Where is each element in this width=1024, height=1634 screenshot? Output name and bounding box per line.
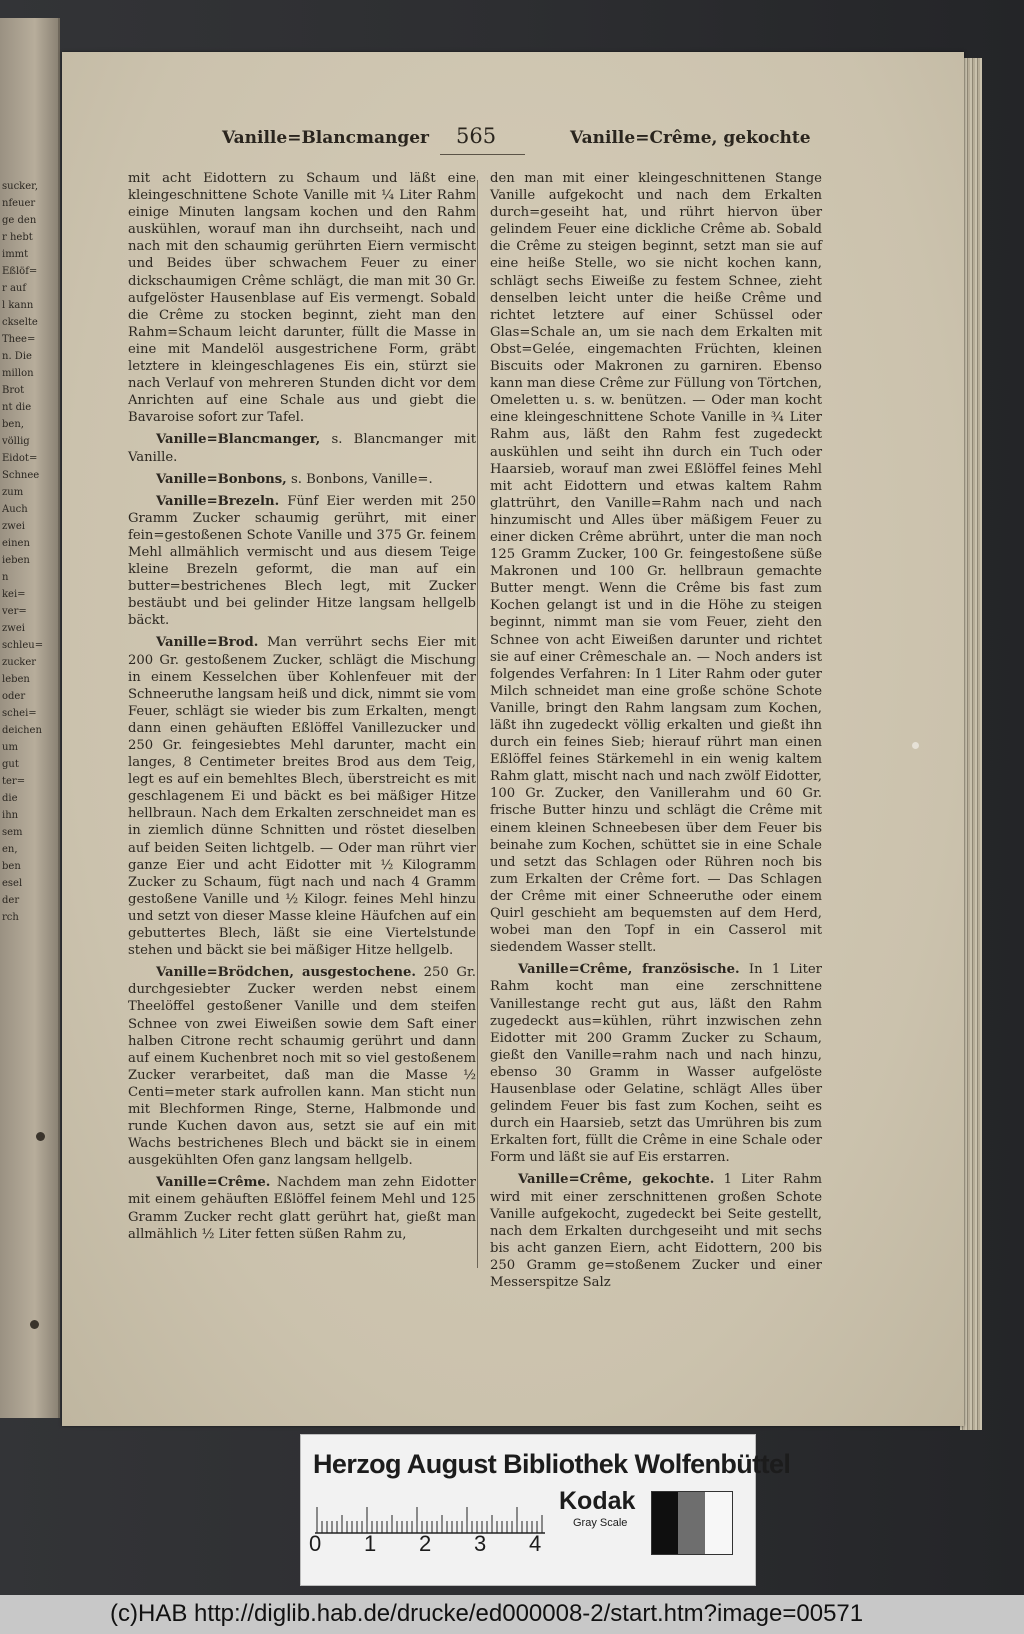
- column-divider: [477, 180, 478, 1268]
- facing-page-text: Schnee: [2, 470, 40, 481]
- entry-text: Nachdem man zehn Eidotter mit einem gehäuften Eßlöffel feinem Mehl und 125 Gramm Zucker recht glatt gerührt hat, gießt man allmählich ½ Liter fetten süßen Rahm zu,: [128, 1175, 476, 1242]
- entry-paragraph: [128, 1174, 476, 1242]
- ruler-number: 2: [419, 1531, 432, 1556]
- entry-paragraph: [490, 1171, 822, 1291]
- facing-page-text: r hebt: [2, 232, 33, 243]
- facing-page-text: zwei: [2, 623, 25, 634]
- facing-page-text: en,: [2, 844, 18, 855]
- entry-paragraph: [128, 431, 476, 465]
- entry-text: 1 Liter Rahm wird mit einer zerschnittenen großen Schote Vanille aufgekocht, zugedeckt bei Seite gestellt, nach dem Erkalten durchgeseiht und mit sechs bis acht ganzen Eiern, acht Eidottern, 200 bis 250 Gramm ge=stoßenem Zucker und einer Messerspitze Salz: [490, 1172, 823, 1290]
- facing-page-text: nt die: [2, 402, 32, 413]
- entry-headword: Vanille=Brödchen, ausgestochene.: [156, 965, 416, 981]
- gray-swatches: [651, 1491, 733, 1555]
- library-name: Herzog August Bibliothek Wolfenbüttel: [313, 1449, 791, 1479]
- facing-page-text: deichen: [2, 725, 42, 736]
- ruler-number: 0: [309, 1531, 322, 1556]
- page-number: 565: [456, 124, 497, 148]
- facing-page-text: oder: [2, 691, 26, 702]
- facing-page-text: ihn: [2, 810, 19, 821]
- facing-page-text: immt: [2, 249, 29, 260]
- facing-page-text: leben: [2, 674, 30, 685]
- facing-page-text: ver=: [2, 606, 27, 617]
- binding-hole: [36, 1132, 45, 1141]
- copyright-url: (c)HAB http://diglib.hab.de/drucke/ed000008-2/start.htm?image=00571: [110, 1600, 864, 1627]
- swatch-white: [705, 1492, 732, 1554]
- entry-text: s. Blancmanger mit Vanille.: [128, 432, 476, 465]
- facing-page-text: schleu=: [2, 640, 44, 651]
- binding-hole: [30, 1320, 39, 1329]
- entry-headword: Vanille=Blancmanger,: [156, 432, 321, 448]
- facing-page-text: ge den: [2, 215, 37, 226]
- facing-page-text: die: [2, 793, 18, 804]
- swatch-gray: [678, 1492, 705, 1554]
- facing-page-text: ben: [2, 861, 21, 872]
- facing-page-text: millon: [2, 368, 34, 379]
- entry-text: 250 Gr. durchgesiebter Zucker werden nebst einem Theelöffel gestoßener Vanille und dem steifen Schnee von zwei Eiweißen sowie dem Saft einer halben Citrone recht schaumig gerührt und dann auf einem Kuchenbret noch mit so viel gestoßenem Zucker verarbeitet, daß man die Masse ½ Centi=meter stark aufrollen kann. Man sticht nun mit Blechformen Ringe, Sterne, Halbmonde und runde Kuchen davon aus, setzt sie auf ein mit Wachs bestrichenes Blech und bäckt sie in einem ausgekühlten Ofen ganz langsam hellgelb.: [128, 965, 476, 1169]
- facing-page-text: sem: [2, 827, 23, 838]
- facing-page-text: zum: [2, 487, 24, 498]
- entry-headword: Vanille=Crême, gekochte.: [518, 1172, 715, 1188]
- entry-paragraph: [128, 964, 476, 1169]
- entry-text: s. Bonbons, Vanille=.: [286, 471, 433, 487]
- entry-text: Man verrührt sechs Eier mit 200 Gr. gestoßenem Zucker, schlägt die Mischung in einem Kesselchen über Kohlenfeuer mit der Schneeruthe langsam heiß und dick, nimmt sie vom Feuer, schlägt sie wieder bis zum Erkalten, mengt dann einen gehäuften Eßlöffel Vanillezucker und 250 Gr. feingesiebtes Mehl darunter, macht ein langes, 8 Centimeter breites Brod aus dem Teig, legt es auf ein bemehltes Blech, überstreicht es mit geschlagenem Ei und bäckt es bei mäßiger Hitze hellbraun. Nach dem Erkalten zerschneidet man es in ziemlich dünne Schnitten und röstet dieselben auf beiden Seiten lichtgelb. — Oder man rührt vier ganze Eier und acht Eidotter mit ½ Kilogramm Zucker zu Schaum, fügt nach und nach 4 Gramm gestoßene Vanille und ½ Kilogr. feines Mehl hinzu und setzt von dieser Masse kleine Häufchen auf ein gebuttertes Blech, läßt sie eine Viertelstunde stehen und bäckt sie bei mäßiger Hitze hellgelb.: [128, 635, 476, 959]
- facing-page-text: l kann: [2, 300, 34, 311]
- facing-page-text: n. Die: [2, 351, 32, 362]
- entry-text: den man mit einer kleingeschnittenen Stange Vanille aufgekocht und nach dem Erkalten durch=geseiht hat, und rührt hiervon über gelindem Feuer eine dickliche Crême ab. Sobald die Crême zu steigen beginnt, setzt man sie auf eine heiße Stelle, wo sie nicht kochen kann, schlägt sechs Eiweiße zu festem Schnee, zieht denselben leicht unter die heiße Crême und richtet letztere auf einer Schüssel oder Glas=Schale an, um sie nach dem Erkalten mit Obst=Gelée, eingemachten Früchten, kleinen Biscuits oder Makronen zu garniren. Ebenso kann man diese Crême zur Füllung von Törtchen, Omeletten u. s. w. benützen. — Oder man kocht eine kleingeschnittene Schote Vanille in ¾ Liter Rahm aus, läßt den Rahm fest zugedeckt auskühlen und seiht ihn durch ein Tuch oder Haarsieb, worauf man zwei Eßlöffel feines Mehl mit acht Eidottern und etwas kaltem Rahm glattrührt, den Vanille=Rahm nach und nach hinzumischt und Alles über mäßigem Feuer zu einer dicken Crême abrührt, unter die man noch 125 Gramm Zucker, 100 Gr. feingestoßene süße Makronen und 100 Gr. hellbraun gemachte Butter mengt. Wenn die Crême bis fast zum Kochen gelangt ist und in die Höhe zu steigen beginnt, nimmt man sie vom Feuer, zieht den Schnee von acht Eiweißen darunter und richtet sie auf einer Crêmeschale an. — Noch anders ist folgendes Verfahren: In 1 Liter Rahm oder guter Milch schneidet man eine große schöne Schote Vanille, bringt den Rahm langsam zum Kochen, läßt ihn zugedeckt völlig erkalten und gießt ihn durch ein feines Sieb; hierauf rührt man einen Eßlöffel feines Stärkemehl in ein wenig kaltem Rahm glatt, mischt nach und nach zwölf Eidotter, 100 Gr. Zucker, den Vanillerahm und 60 Gr. frische Butter hinzu und schlägt die Crême mit einem kleinen Schneebesen über dem Feuer bis beinahe zum Kochen, schüttet sie in eine Schale und setzt das Schlagen oder Rühren noch bis zum Erkalten der Crême fort. — Das Schlagen der Crême mit einer Schneeruthe oder einem Quirl geschieht am bequemsten auf dem Herd, wobei man den Topf in ein Casserol mit siedendem Wasser stellt.: [490, 171, 822, 956]
- facing-page-text: sucker,: [2, 181, 39, 192]
- facing-page-text: Thee=: [2, 334, 36, 345]
- facing-page-text: schei=: [2, 708, 37, 719]
- entry-paragraph: [128, 493, 476, 630]
- entry-headword: Vanille=Crême.: [156, 1175, 271, 1191]
- facing-page-text: n: [2, 572, 9, 583]
- copyright-footer: [0, 1595, 1024, 1634]
- ruler-number: 1: [364, 1531, 377, 1556]
- entry-headword: Vanille=Brod.: [156, 635, 259, 651]
- ruler-scale: [315, 1493, 545, 1535]
- entry-paragraph: [490, 961, 822, 1166]
- facing-page-text: völlig: [2, 436, 30, 447]
- facing-page-text: Auch: [2, 504, 28, 515]
- library-color-bar: [300, 1434, 791, 1586]
- left-column: [128, 170, 476, 1248]
- ruler-number: 4: [529, 1531, 542, 1556]
- facing-page-text: ieben: [2, 555, 30, 566]
- facing-page-text: gut: [2, 759, 19, 770]
- ruler-number: 3: [474, 1531, 487, 1556]
- facing-page-text: esel: [2, 878, 23, 889]
- facing-page-text: einen: [2, 538, 30, 549]
- facing-page-text: ckselte: [2, 317, 38, 328]
- entry-paragraph: [490, 170, 822, 956]
- facing-page-text: ter=: [2, 776, 26, 787]
- facing-page-text: nfeuer: [2, 198, 36, 209]
- entry-headword: Vanille=Crême, französische.: [518, 962, 740, 978]
- facing-page-text: kei=: [2, 589, 26, 600]
- facing-page-text: rch: [2, 912, 19, 923]
- facing-page-text: der: [2, 895, 20, 906]
- facing-page-text: Brot: [2, 385, 25, 396]
- right-column: [490, 170, 822, 1296]
- facing-page-edge: [0, 18, 60, 1418]
- gray-scale-label: Gray Scale: [573, 1517, 628, 1529]
- facing-page-text: r auf: [2, 283, 27, 294]
- facing-page-text: Eidot=: [2, 453, 38, 464]
- entry-text: mit acht Eidottern zu Schaum und läßt eine kleingeschnittene Schote Vanille mit ¼ Liter Rahm einige Minuten langsam kochen und den Rahm auskühlen, worauf man ihn durchseiht, nach und nach mit den schaumig gerührten Eiern vermischt und Beides über schwachem Feuer zu einer dickschaumigen Crême schlägt, die man mit 30 Gr. aufgelöster Hausenblase auf Eis vermengt. Sobald die Crême zu stocken beginnt, zieht man den Rahm=Schaum leicht darunter, füllt die Masse in eine mit Mandelöl ausgestrichene Form, gräbt letztere in kleingeschlagenes Eis ein, stürzt sie nach Verlauf von mehreren Stunden dicht vor dem Anrichten auf eine Schale aus und giebt die Bavaroise sofort zur Tafel.: [128, 171, 476, 426]
- entry-paragraph: [128, 634, 476, 959]
- facing-page-text: um: [2, 742, 18, 753]
- facing-page-text: Eßlöf=: [2, 266, 38, 277]
- header-right-keyword: Vanille=Crême, gekochte: [570, 128, 811, 148]
- kodak-logo: Kodak: [559, 1487, 636, 1515]
- facing-page-text: ben,: [2, 419, 24, 430]
- paper-speck: [912, 742, 919, 749]
- swatch-black: [652, 1492, 678, 1554]
- entry-text: In 1 Liter Rahm kocht man eine zerschnittene Vanillestange recht gut aus, läßt den Rahm zugedeckt aus=kühlen, rührt inzwischen zehn Eidotter mit 200 Gramm Zucker zu Schaum, gießt den Vanille=rahm nach und nach hinzu, ebenso 30 Gramm in Wasser aufgelöste Hausenblase oder Gelatine, schlägt Alles über gelindem Feuer bis fast zum Kochen, seiht es durch ein Haarsieb, setzt das Umrühren bis zum Erkalten fort, füllt die Crême in eine Schale oder Form und läßt sie auf Eis erstarren.: [490, 962, 822, 1166]
- entry-paragraph: [128, 170, 476, 426]
- header-left-keyword: Vanille=Blancmanger: [222, 128, 430, 148]
- entry-headword: Vanille=Bonbons,: [156, 471, 287, 487]
- header-rule: [440, 154, 525, 155]
- entry-text: Fünf Eier werden mit 250 Gramm Zucker schaumig gerührt, mit einer fein=gestoßenen Schote Vanille und 375 Gr. feinem Mehl allmählich vermischt und aus diesem Teige kleine Brezeln geformt, die man auf ein butter=bestrichenes Blech legt, mit Zucker bestäubt und bei gelinder Hitze langsam hellgelb bäckt.: [128, 493, 476, 629]
- entry-paragraph: [128, 471, 476, 488]
- facing-page-text: zucker: [2, 657, 37, 668]
- entry-headword: Vanille=Brezeln.: [156, 493, 280, 509]
- facing-page-text: zwei: [2, 521, 25, 532]
